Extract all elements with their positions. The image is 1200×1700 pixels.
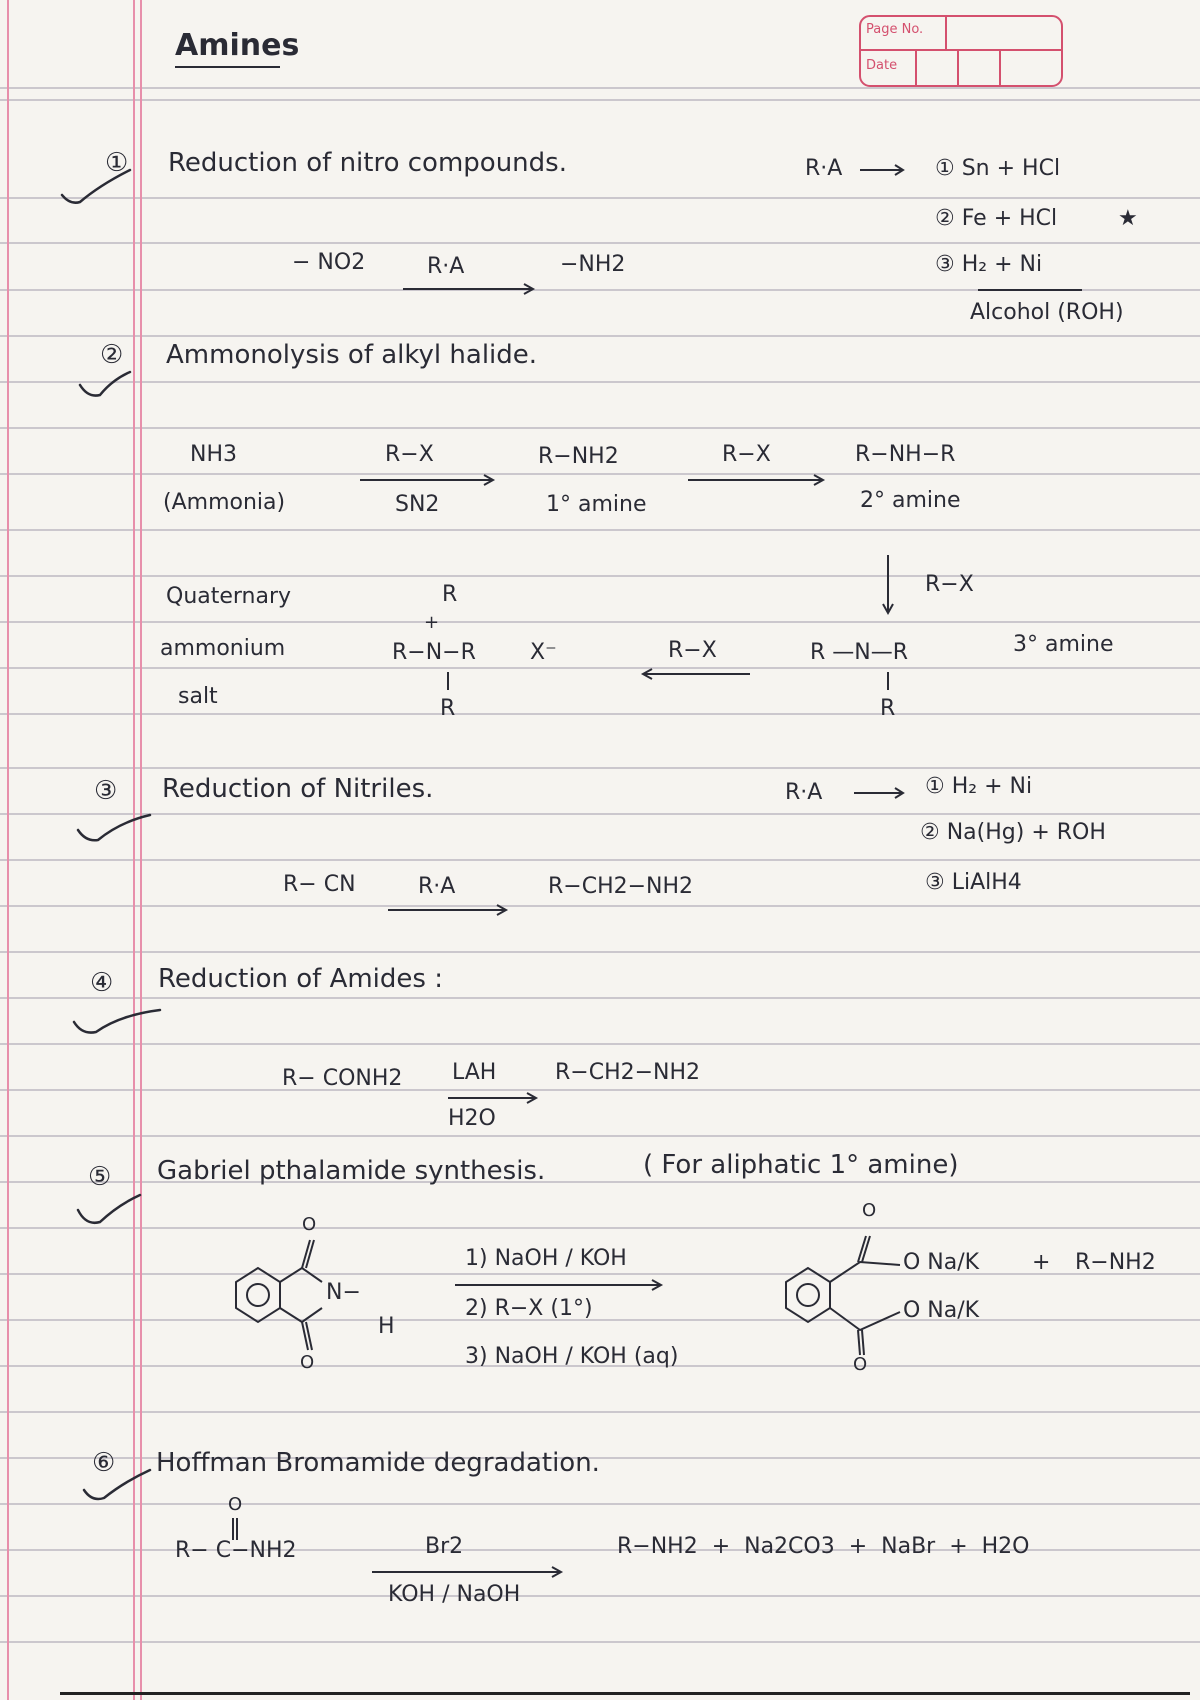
s2-quat-mid: R−N−R (392, 640, 476, 665)
s2-rx2: R−X (722, 442, 771, 467)
s3-ra-label: R·A (785, 780, 823, 805)
s5-phthalimide-h: H (378, 1314, 395, 1339)
date-label: Date (866, 58, 898, 73)
s2-rx1: R−X (385, 442, 434, 467)
s5-phthalimide-n: N− (326, 1280, 361, 1305)
s5-product-ona-2: O Na/K (903, 1298, 980, 1323)
section-3-number: ③ (94, 776, 118, 806)
s3-arrow-label: R·A (418, 874, 456, 899)
s6-o-label: O (228, 1494, 243, 1515)
s1-reagent-3: ③ H₂ + Ni (935, 252, 1043, 277)
s3-reagent-2: ② Na(Hg) + ROH (920, 820, 1106, 845)
s5-step-3: 3) NaOH / KOH (aq) (465, 1344, 679, 1369)
s2-primary: R−NH2 (538, 444, 619, 469)
section-5-note: ( For aliphatic 1° amine) (643, 1150, 959, 1180)
s2-quat-charge: + (424, 612, 440, 633)
s1-reactant: − NO2 (292, 250, 366, 275)
s5-product-o-top: O (862, 1200, 877, 1221)
s1-reagent-1: ① Sn + HCl (935, 156, 1061, 181)
s3-reactant: R− CN (283, 872, 356, 897)
s1-arrow-label: R·A (427, 254, 465, 279)
s2-quat-r-bottom: R (440, 696, 456, 721)
s2-primary-label: 1° amine (546, 492, 647, 517)
s6-arrow-bottom: KOH / NaOH (388, 1582, 521, 1607)
s2-tert-r-bottom: R (880, 696, 896, 721)
s2-quat-x: X⁻ (530, 640, 557, 665)
s2-rx4: R−X (668, 638, 717, 663)
s2-tert-label: 3° amine (1013, 632, 1114, 657)
phthalimide-structure (236, 1240, 322, 1350)
section-6-title: Hoffman Bromamide degradation. (156, 1448, 600, 1478)
s6-reactant: R− C−NH2 (175, 1538, 297, 1563)
s5-product-ona-1: O Na/K (903, 1250, 980, 1275)
s1-reagent-2: ② Fe + HCl (935, 206, 1058, 231)
s2-quat-label-1: Quaternary (166, 584, 292, 609)
section-5-number: ⑤ (88, 1162, 112, 1192)
section-2-title: Ammonolysis of alkyl halide. (166, 340, 538, 370)
section-2-number: ② (100, 340, 124, 370)
section-1-number: ① (105, 148, 129, 178)
s3-product: R−CH2−NH2 (548, 874, 694, 899)
s2-nh3: NH3 (190, 442, 237, 467)
s5-product-o-bottom: O (853, 1354, 868, 1375)
section-5-title: Gabriel pthalamide synthesis. (157, 1156, 546, 1186)
s4-arrow-top: LAH (452, 1060, 497, 1085)
page-title: Amines (175, 28, 300, 63)
s2-quat-label-3: salt (178, 684, 218, 709)
s3-reagent-1: ① H₂ + Ni (925, 774, 1033, 799)
s4-product: R−CH2−NH2 (555, 1060, 701, 1085)
s5-phthalimide-o-top: O (302, 1214, 317, 1235)
s4-reactant: R− CONH2 (282, 1066, 403, 1091)
section-4-number: ④ (90, 968, 114, 998)
s1-solvent: Alcohol (ROH) (970, 300, 1124, 325)
section-3-title: Reduction of Nitriles. (162, 774, 434, 804)
s2-secondary: R−NH−R (855, 442, 956, 467)
s5-phthalimide-o-bottom: O (300, 1352, 315, 1373)
s3-reagent-3: ③ LiAlH4 (925, 870, 1022, 895)
s6-arrow-top: Br2 (425, 1534, 464, 1559)
page-no-label: Page No. (866, 22, 924, 37)
s2-quat-label-2: ammonium (160, 636, 286, 661)
s2-nh3-name: (Ammonia) (163, 490, 286, 515)
s1-product: −NH2 (560, 252, 626, 277)
s6-products: R−NH2 + Na2CO3 + NaBr + H2O (617, 1534, 1030, 1559)
s2-quat-r-top: R (442, 582, 458, 607)
s5-step-2: 2) R−X (1°) (465, 1296, 593, 1321)
s1-ra-label: R·A (805, 156, 843, 181)
section-6-number: ⑥ (92, 1448, 116, 1478)
s4-arrow-bottom: H2O (448, 1106, 496, 1131)
s1-star: ★ (1118, 206, 1138, 231)
s5-step-1: 1) NaOH / KOH (465, 1246, 627, 1271)
section-4-title: Reduction of Amides : (158, 964, 443, 994)
s5-amine: R−NH2 (1075, 1250, 1156, 1275)
s2-secondary-label: 2° amine (860, 488, 961, 513)
page-bottom-edge (60, 1692, 1190, 1695)
phthalate-structure (786, 1236, 900, 1355)
s2-tert-mid: R —N—R (810, 640, 909, 665)
s2-rx3: R−X (925, 572, 974, 597)
section-1-title: Reduction of nitro compounds. (168, 148, 567, 178)
s2-sn2: SN2 (395, 492, 440, 517)
s5-plus: + (1032, 1250, 1051, 1275)
